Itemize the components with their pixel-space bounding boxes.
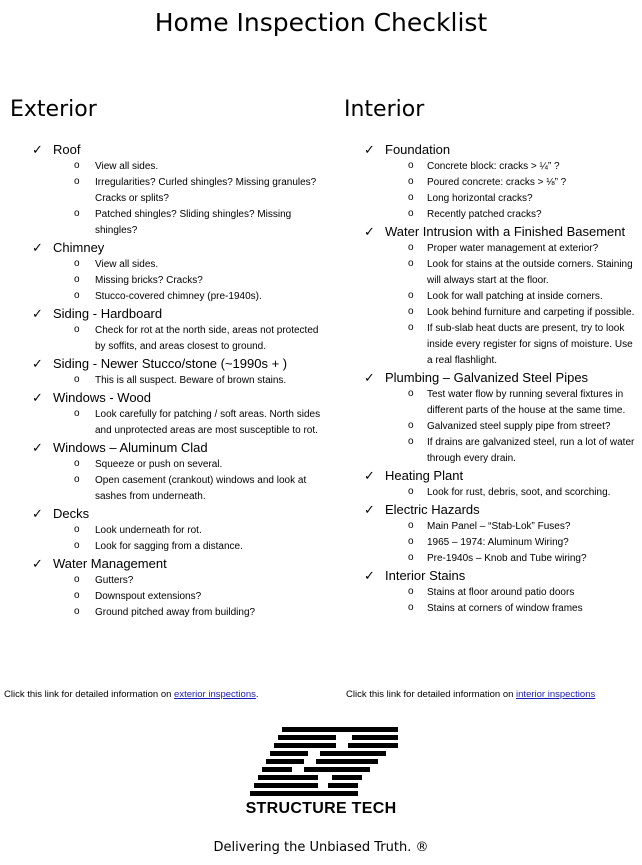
item-text: Test water flow by running several fixtures in different parts of the house at the same time.: [427, 389, 626, 416]
list-item: [10, 539, 330, 555]
section-items: [10, 407, 330, 439]
checkmark-icon: ✓: [364, 468, 375, 483]
section-items: [344, 387, 640, 467]
section-header: [344, 467, 640, 485]
bullet-icon: o: [74, 540, 80, 551]
item-text: Main Panel – “Stab-Lok” Fuses?: [427, 521, 571, 532]
section-title: Water Intrusion with a Finished Basement: [385, 224, 626, 239]
bullet-icon: o: [408, 436, 414, 447]
checklist-section: [10, 439, 330, 505]
bullet-icon: o: [408, 586, 414, 597]
checklist-section: [344, 369, 640, 467]
list-item: [344, 435, 640, 467]
list-item: [10, 207, 330, 239]
checklist-section: [344, 567, 640, 617]
item-text: Long horizontal cracks?: [427, 193, 533, 204]
list-item: [344, 207, 640, 223]
section-header: [344, 501, 640, 519]
bullet-icon: o: [408, 602, 414, 613]
section-header: [10, 141, 330, 159]
list-item: [344, 585, 640, 601]
section-items: [10, 523, 330, 555]
item-text: Check for rot at the north side, areas not protected by soffits, and areas closest to ground.: [95, 325, 319, 352]
checklist-section: [344, 141, 640, 223]
list-item: [344, 175, 640, 191]
interior-column: [344, 96, 640, 617]
item-text: Stains at corners of window frames: [427, 603, 583, 614]
item-text: Galvanized steel supply pipe from street?: [427, 421, 611, 432]
exterior-link-note: [4, 689, 259, 700]
item-text: Look behind furniture and carpeting if possible.: [427, 307, 635, 318]
interior-checklist: [344, 141, 640, 617]
item-text: Concrete block: cracks > ¼” ?: [427, 161, 560, 172]
section-items: [10, 159, 330, 239]
bullet-icon: o: [74, 374, 80, 385]
list-item: [344, 387, 640, 419]
item-text: Look for stains at the outside corners. Staining will always start at the floor.: [427, 259, 633, 286]
list-item: [10, 605, 330, 621]
item-text: 1965 – 1974: Aluminum Wiring?: [427, 537, 569, 548]
interior-inspections-link[interactable]: interior inspections: [516, 689, 596, 700]
item-text: Look for rust, debris, soot, and scorching.: [427, 487, 611, 498]
bullet-icon: o: [74, 574, 80, 585]
list-item: [344, 519, 640, 535]
section-header: [344, 223, 640, 241]
exterior-link-prefix: Click this link for detailed information on: [4, 689, 175, 700]
item-text: Look for sagging from a distance.: [95, 541, 243, 552]
exterior-checklist: [10, 141, 330, 621]
item-text: Open casement (crankout) windows and look at sashes from underneath.: [95, 475, 307, 502]
bullet-icon: o: [408, 192, 414, 203]
list-item: [10, 573, 330, 589]
item-text: Look underneath for rot.: [95, 525, 202, 536]
list-item: [10, 273, 330, 289]
checklist-section: [10, 555, 330, 621]
section-header: [10, 439, 330, 457]
list-item: [344, 241, 640, 257]
section-items: [344, 519, 640, 567]
item-text: Look carefully for patching / soft areas. North sides and unprotected areas are most susceptible to rot.: [95, 409, 321, 436]
checkmark-icon: ✓: [32, 356, 43, 371]
item-text: Stucco-covered chimney (pre-1940s).: [95, 291, 262, 302]
section-items: [344, 241, 640, 369]
bullet-icon: o: [408, 290, 414, 301]
list-item: [344, 551, 640, 567]
section-items: [344, 585, 640, 617]
checkmark-icon: ✓: [32, 506, 43, 521]
list-item: [10, 289, 330, 305]
section-title: Siding - Newer Stucco/stone (~1990s + ): [53, 356, 288, 371]
bullet-icon: o: [408, 176, 414, 187]
section-items: [10, 373, 330, 389]
item-text: If sub-slab heat ducts are present, try to look inside every register for signs of moisture. Use a real flashlight.: [427, 323, 633, 366]
item-text: If drains are galvanized steel, run a lot of water through every drain.: [427, 437, 635, 464]
section-header: [10, 239, 330, 257]
bullet-icon: o: [74, 458, 80, 469]
section-title: Heating Plant: [385, 468, 464, 483]
item-text: Recently patched cracks?: [427, 209, 542, 220]
bullet-icon: o: [74, 324, 80, 335]
checkmark-icon: ✓: [32, 390, 43, 405]
bullet-icon: o: [408, 322, 414, 333]
list-item: [344, 257, 640, 289]
checkmark-icon: ✓: [32, 142, 43, 157]
bullet-icon: o: [74, 208, 80, 219]
item-text: Pre-1940s – Knob and Tube wiring?: [427, 553, 587, 564]
exterior-inspections-link[interactable]: exterior inspections: [174, 689, 256, 700]
bullet-icon: o: [408, 208, 414, 219]
item-text: View all sides.: [95, 259, 159, 270]
section-title: Roof: [53, 142, 81, 157]
section-header: [10, 555, 330, 573]
list-item: [10, 159, 330, 175]
list-item: [344, 305, 640, 321]
bullet-icon: o: [74, 274, 80, 285]
section-title: Decks: [53, 506, 90, 521]
bullet-icon: o: [408, 520, 414, 531]
list-item: [10, 407, 330, 439]
list-item: [10, 523, 330, 539]
section-title: Siding - Hardboard: [53, 306, 163, 321]
section-title: Foundation: [385, 142, 451, 157]
bullet-icon: o: [74, 474, 80, 485]
exterior-column: [10, 96, 330, 621]
checkmark-icon: ✓: [32, 306, 43, 321]
section-items: [10, 573, 330, 621]
section-items: [344, 159, 640, 223]
list-item: [10, 373, 330, 389]
exterior-link-suffix: .: [255, 689, 259, 700]
list-item: [10, 323, 330, 355]
item-text: Proper water management at exterior?: [427, 243, 599, 254]
item-text: Downspout extensions?: [95, 591, 202, 602]
list-item: [344, 289, 640, 305]
bullet-icon: o: [408, 552, 414, 563]
item-text: Poured concrete: cracks > ⅛” ?: [427, 177, 567, 188]
checklist-section: [10, 141, 330, 239]
checklist-section: [10, 355, 330, 389]
interior-link-note: [346, 689, 595, 700]
bullet-icon: o: [408, 420, 414, 431]
bullet-icon: o: [74, 408, 80, 419]
bullet-icon: o: [408, 258, 414, 269]
list-item: [344, 191, 640, 207]
checkmark-icon: ✓: [32, 440, 43, 455]
checklist-section: [10, 389, 330, 439]
list-item: [344, 485, 640, 501]
bullet-icon: o: [74, 524, 80, 535]
section-items: [344, 485, 640, 501]
checklist-section: [10, 305, 330, 355]
section-title: Electric Hazards: [385, 502, 480, 517]
checkmark-icon: ✓: [32, 240, 43, 255]
page-title: Home Inspection Checklist: [154, 8, 488, 37]
list-item: [10, 457, 330, 473]
item-text: Missing bricks? Cracks?: [95, 275, 203, 286]
list-item: [344, 601, 640, 617]
section-items: [10, 257, 330, 305]
checkmark-icon: ✓: [364, 370, 375, 385]
section-title: Windows - Wood: [53, 390, 152, 405]
section-header: [10, 355, 330, 373]
checklist-section: [344, 467, 640, 501]
section-title: Water Management: [53, 556, 167, 571]
list-item: [10, 589, 330, 605]
bullet-icon: o: [408, 486, 414, 497]
checklist-section: [10, 505, 330, 555]
checkmark-icon: ✓: [364, 502, 375, 517]
section-header: [10, 505, 330, 523]
bullet-icon: o: [408, 536, 414, 547]
section-title: Windows – Aluminum Clad: [53, 440, 208, 455]
section-title: Plumbing – Galvanized Steel Pipes: [385, 370, 589, 385]
bullet-icon: o: [74, 160, 80, 171]
item-text: View all sides.: [95, 161, 159, 172]
list-item: [344, 321, 640, 369]
exterior-heading: Exterior: [10, 97, 97, 122]
list-item: [10, 257, 330, 273]
tagline: Delivering the Unbiased Truth. ®: [213, 840, 429, 855]
item-text: Gutters?: [95, 575, 134, 586]
checkmark-icon: ✓: [364, 224, 375, 239]
list-item: [344, 159, 640, 175]
section-header: [10, 305, 330, 323]
section-header: [344, 567, 640, 585]
list-item: [10, 175, 330, 207]
structure-tech-logo-text: STRUCTURE TECH: [245, 800, 397, 817]
bullet-icon: o: [74, 290, 80, 301]
bullet-icon: o: [74, 258, 80, 269]
section-items: [10, 323, 330, 355]
checkmark-icon: ✓: [32, 556, 43, 571]
item-text: Patched shingles? Sliding shingles? Missing shingles?: [95, 209, 292, 236]
item-text: Ground pitched away from building?: [95, 607, 256, 618]
checkmark-icon: ✓: [364, 142, 375, 157]
interior-link-prefix: Click this link for detailed information on: [346, 689, 517, 700]
list-item: [344, 419, 640, 435]
list-item: [10, 473, 330, 505]
section-title: Interior Stains: [385, 568, 466, 583]
item-text: Look for wall patching at inside corners.: [427, 291, 603, 302]
checklist-section: [344, 501, 640, 567]
section-header: [344, 141, 640, 159]
item-text: Irregularities? Curled shingles? Missing granules? Cracks or splits?: [95, 177, 317, 204]
section-title: Chimney: [53, 240, 105, 255]
item-text: Squeeze or push on several.: [95, 459, 223, 470]
checklist-section: [344, 223, 640, 369]
bullet-icon: o: [408, 388, 414, 399]
list-item: [344, 535, 640, 551]
bullet-icon: o: [74, 590, 80, 601]
bullet-icon: o: [408, 160, 414, 171]
section-header: [344, 369, 640, 387]
section-items: [10, 457, 330, 505]
bullet-icon: o: [74, 606, 80, 617]
interior-heading: Interior: [344, 97, 425, 122]
item-text: Stains at floor around patio doors: [427, 587, 575, 598]
checkmark-icon: ✓: [364, 568, 375, 583]
checklist-section: [10, 239, 330, 305]
bullet-icon: o: [408, 242, 414, 253]
bullet-icon: o: [74, 176, 80, 187]
item-text: This is all suspect. Beware of brown stains.: [95, 375, 287, 386]
bullet-icon: o: [408, 306, 414, 317]
section-header: [10, 389, 330, 407]
